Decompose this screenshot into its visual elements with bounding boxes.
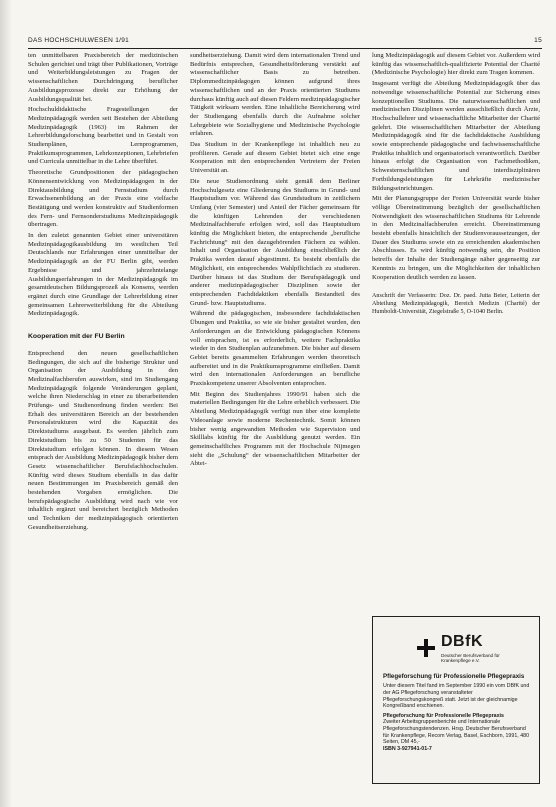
paragraph: Insgesamt verfügt die Abteilung Medizinpädagogik über das notwendige wissenschaftliche Potential zur Sicherung eines konzeptionellen Studiums. Die naturwissenschaftlichen und medizinischen Disziplinen werden ausschließlich durch Ärzte, Hochschullehrer und wissenschaftliche Mitarbeiter der Charité gelehrt. Die wissenschaftlichen Mitarbeiter der Abteilung Medizinpädagogik sind für die fachdidaktische Ausbildung sowie entsprechende pädagogische und fachwissenschaftliche Praktika inhaltlich und organisatorisch verantwortlich. Darüber hinaus erfolgt die Organisation von Fachmethodiken, Schwesternschaftlichen und interdisziplinären Fortbildungsleistungen für Lehrkräfte medizinischer Bildungseinrichtungen.: [372, 80, 540, 192]
paragraph: Entsprechend den neuen gesellschaftlichen Bedingungen, die sich auf die bisherige Struktur und Organisation der Ausbildung in den Medizinalfachberufen auswirken, sind im Studiengang Medizinpädagogik folgende Veränderungen geplant, welche ihren Niederschlag in einer zu überarbeitenden Prüfungs- und Studienordnung finden werden: Bei Erhalt des universitären Bereich an der bestehenden Personalstrukturen wird die Kapazität des Direktstudiums ausgebaut. Es werden jährlich zum Direktstudium bis zu 50 Studenten für das Direktstudium erfolgen können. In diesem Wesen entsprach der Ausbildung Medizinpädagogik bisher dem Gesetz wissenschaftlicher Berufsfachhochschulen. Künftig wird dieses Studium ebenfalls in das dafür neuen Bestimmungen im Praxisbereich gemäß den bestehenden Vorgaben ermöglichen. Die berufspädagogische Ausbildung wird nach wie vor inhaltlich ergänzt und bereichert bezüglich Methoden und Techniken der medizinpädagogisch orientierten Gesundheitserziehung.: [28, 349, 178, 531]
page-header: [28, 34, 542, 49]
paragraph: lung Medizinpädagogik auf diesem Gebiet vor. Außerdem wird künftig das wissenschaftlich-qualifizierte Potential der Charité (Medizinische Psychologie) hier direkt zum Tragen kommen.: [372, 52, 540, 77]
text-column-1: [28, 52, 178, 797]
page-number: 15: [534, 37, 542, 44]
paragraph: Hochschuldidaktische Fragestellungen der Medizinpädagogik werden seit Bestehen der Abteilung Medizinpädagogik (1963) im Rahmen der Lehrerbildungsforschung bearbeitet und in Gestalt von Studienplänen, Lernprogrammen, Praktikumsprogrammen, Lehrkonzeptionen, Lehrbriefen und Curricula unmittelbar in die Lehre überführt.: [28, 106, 178, 166]
text-column-2: [190, 52, 360, 797]
section-heading: Kooperation mit der FU Berlin: [28, 333, 125, 341]
text-column-3: [372, 52, 540, 612]
ad-details: Zweiter Arbeitsgruppenberichte und Internationale Pflegeforschungstendenzen. Hrsg. Deutscher Berufsverband für Krankenpflege, Recom Verlag, Basel, Eschborn, 1991, 480 Seiten, DM 45,-: [383, 719, 530, 746]
ad-text: Unter diesem Titel fand im September 1990 ein vom DBfK und der AG Pflegeforschung veranstalteter Pflegeforschungskongreß statt. Jetzt ist der gleichnamige Kongreßband erschienen.: [383, 683, 530, 710]
paragraph: Theoretische Grundpositionen der pädagogischen Könnensentwicklung von Medizinpädagogen in der Direktausbildung und Fernstudium durch Erwachsenenbildung an der Praxis eine vielfache Bestätigung und werden konstruktiv auf Studienformen des Fern- und Fernsonderstudiums Medizinpädagogik übertragen.: [28, 169, 178, 229]
paragraph: sundheitserziehung. Damit wird dem internationalen Trend und Bedürfnis entsprechen, Gesundheitsförderung verstärkt auf wissenschaftlicher Basis zu betreiben. Diplommedizinpädagogen können aufgrund ihres wissenschaftlichen und an der Praxis orientierten Studiums durchaus künftig auch auf diesen Feldern medizinpädagogischer Tätigkeit wirksam werden. Eine inhaltliche Bereicherung wird der Studiengang ebenfalls durch die Aufnahme solcher Lehrgebiete wie Sozialhygiene und Medizinische Psychologie erfahren.: [190, 52, 360, 138]
paragraph: Mit der Planungsgruppe der Freien Universität wurde bisher völlige Übereinstimmung bezüglich der gesellschaftlichen Notwendigkeit des wissenschaftlichen Studiums für Lehrende in den Medizinalfachberufen erreicht. Übereinstimmung besteht ebenfalls hinsichtlich der Studienvoraussetzungen, der Dauer des Studiums sowie ein zu erreichenden akademischen Abschlusses. Es wird künftig notwendig sein, die Position betreffs der Inhalte der Studiengänge näher gegenseitig zur Kenntnis zu bringen, um die Möglichkeiten der inhaltlichen Kooperation deutlich werden zu lassen.: [372, 195, 540, 281]
paragraph: ten unmittelbaren Praxisbereich der medizinischen Schulen gerichtet und trägt über Publikationen, Vorträge und Weiterbildungsleistungen zu Fragen der wissenschaftlichen Durchdringung beruflicher Ausbildungsprozesse direkt zur Erhöhung der Ausbildungsqualität bei.: [28, 52, 178, 103]
dbfk-advertisement: [372, 616, 540, 784]
journal-title: DAS HOCHSCHULWESEN 1/91: [28, 37, 130, 44]
paragraph: Die neue Studienordnung sieht gemäß dem Berliner Hochschulgesetz eine Gliederung des Studiums in Grund- und Hauptstudium vor. Während das Grundstudium in zeitlichem Umfang (vier Semester) und Anteil der Fächer gemeinsam für die künftigen Lehrenden der verschiedenen Medizinalfachberufe erfolgen wird, soll das Hauptstudium künftig die Möglichkeit bieten, die entsprechende „berufliche Fachrichtung“ mit den dazugehörenden Fächern zu wählen. Inhalt und Organisation der Ausbildung einschließlich der Praktika werden darauf abgestimmt. Es besteht ebenfalls die Möglichkeit, ein entsprechendes Wahlpflichtfach zu studieren. Darüber hinaus ist das Studium der Berufspädagogik und anderer medizinpädagogischer Disziplinen sowie der entsprechenden Fachdidaktiken ebenfalls Bestandteil des Grund- bzw. Hauptstudiums.: [190, 177, 360, 307]
scan-binding-shadow: [0, 0, 12, 807]
paragraph: Das Studium in der Krankenpflege ist inhaltlich neu zu profilieren. Gerade auf diesem Gebiet bietet sich eine enge Kooperation mit den entsprechenden Vertretern der Freien Universität an.: [190, 141, 360, 175]
paragraph: Während die pädagogischen, insbesondere fachdidaktischen Übungen und Praktika, so wie sie bisher gestaltet wurden, den Anforderungen an die Entwicklung pädagogischen Könnens voll entsprachen, ist es erforderlich, weitere Fachpraktika wieder in den Studienplan aufzunehmen. Die bisher auf diesem Gebiet bereits gesammelten Erfahrungen werden theoretisch aufbereitet und in die Praktikumsprogramme einfließen. Damit wird den internationalen Anforderungen an berufliche Praxiskompetenz unserer Absolventen entsprochen.: [190, 310, 360, 388]
author-address: Anschrift der Verfasserin: Doz. Dr. paed. Jutta Beier, Leiterin der Abteilung Medizinpädagogik, Bereich Medizin (Charité) der Humboldt-Universität, Ziegelstraße 5, O-1040 Berlin.: [372, 293, 540, 316]
ad-subtitle: Pflegeforschung für Professionelle Pflegepraxis: [383, 712, 504, 719]
ad-brand: DBfK: [441, 633, 483, 650]
ad-body: [383, 673, 531, 752]
paragraph: Mit Beginn des Studienjahres 1990/91 haben sich die materiellen Bedingungen für die Lehre erheblich verbessert. Die Abteilung Medizinpädagogik verfügt nun über eine komplette Videoanlage sowie moderne Rechentechnik. Somit können bisher wenig angewandten Methoden wie Supervision und Skilllabs künftig für die Ausbildung genutzt werden. Ein gemeinschaftliches Programm mit der Hochschule Nijmegen sieht die „Schulung“ der wissenschaftlichen Mitarbeiter der Abtei-: [190, 390, 360, 468]
paragraph: In den zuletzt genannten Gebiet einer universitären Medizinpädagogikausbildung im westlichen Teil Deutschlands nur Erfahrungen einer unmittelbar der Medizinpädagogik an der FU Berlin gibt, werden Ergebnisse und jahrzehntelange Ausbildungserfahrungen in der Medizinpädagogik im gesamtdeutschen Bildungsprozeß als Konsens, werden ergänzt durch eine Grundlage der Lehrerbildung einer gemeinsamen Lehrerweiterbildung für die Abteilung Medizinpädagogik.: [28, 232, 178, 318]
dbfk-logo: [417, 629, 529, 665]
ad-title: Pflegeforschung für Professionelle Pflegepraxis: [383, 673, 525, 680]
ad-organization: Deutscher Berufsverband für Krankenpflege e.V.: [441, 653, 500, 664]
ad-isbn: ISBN 3-927941-01-7: [383, 745, 432, 752]
cross-icon: [417, 639, 435, 657]
